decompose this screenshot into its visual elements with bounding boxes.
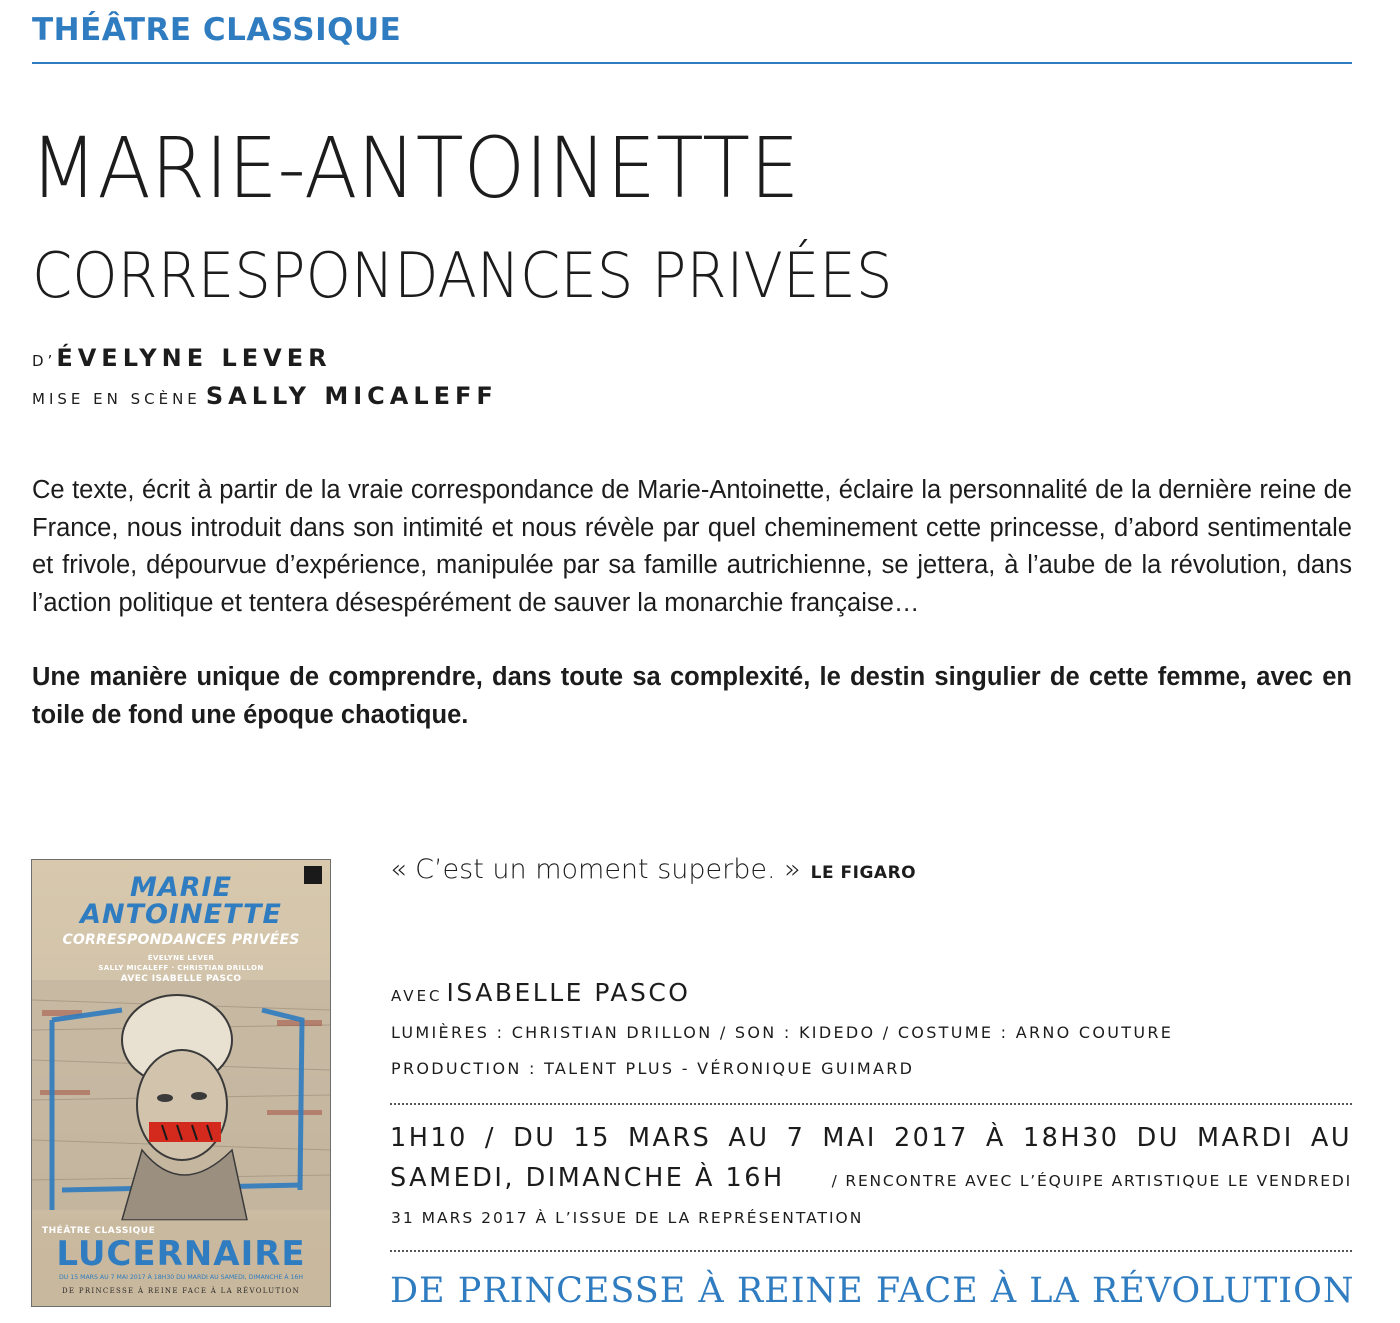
section-label: THÉÂTRE CLASSIQUE: [32, 12, 402, 48]
poster-title-line2: ANTOINETTE: [80, 899, 282, 930]
poster-tagline: DE PRINCESSE À REINE FACE À LA RÉVOLUTION: [62, 1287, 300, 1295]
cast-prefix: AVEC: [391, 987, 443, 1005]
description-highlight: Une manière unique de comprendre, dans toute sa complexité, le destin singulier de cette femme, avec en toile de fond une époque chaotique.: [32, 663, 1352, 729]
author-credit: [32, 344, 332, 372]
cast-credit: [391, 978, 690, 1007]
press-quote: [390, 854, 916, 885]
director-credit: [32, 382, 498, 410]
description-paragraph: Ce texte, écrit à partir de la vraie correspondance de Marie-Antoinette, éclaire la personnalité de la dernière reine de France, nous introduit dans son intimité et nous révèle par quel cheminement cette princesse, d’abord sentimentale et frivole, dépourvue d’expérience, manipulée par sa famille autrichienne, se jettera, à l’aube de la révolution, dans l’action politique et tentera désespérément de sauver la monarchie française…: [32, 476, 1352, 617]
poster-credit-line2: SALLY MICALEFF · CHRISTIAN DRILLON: [98, 964, 264, 972]
crew-credits: LUMIÈRES : CHRISTIAN DRILLON / SON : KIDEDO / COSTUME : ARNO COUTURE: [391, 1023, 1174, 1042]
section-divider: [32, 62, 1352, 64]
schedule-line2-main: SAMEDI, DIMANCHE À 16H: [390, 1163, 785, 1193]
page-title: MARIE-ANTOINETTE: [30, 119, 800, 217]
page-subtitle: CORRESPONDANCES PRIVÉES: [32, 239, 893, 312]
production-credit: PRODUCTION : TALENT PLUS - VÉRONIQUE GUIMARD: [391, 1059, 915, 1078]
quote-source: LE FIGARO: [810, 863, 917, 883]
cast-name: ISABELLE PASCO: [446, 978, 691, 1007]
dotted-divider: [390, 1103, 1352, 1105]
poster-credit-line3: AVEC ISABELLE PASCO: [120, 974, 242, 984]
director-prefix: MISE EN SCÈNE: [32, 390, 201, 408]
poster-venue: LUCERNAIRE: [56, 1234, 306, 1274]
poster-dates: DU 15 MARS AU 7 MAI 2017 À 18H30 DU MARDI AU SAMEDI, DIMANCHE À 16H: [59, 1274, 303, 1281]
poster-theatre-label: THÉÂTRE CLASSIQUE: [42, 1226, 156, 1236]
show-poster: [31, 859, 331, 1307]
poster-title-line1: MARIE: [129, 872, 233, 903]
tagline: DE PRINCESSE À REINE FACE À LA RÉVOLUTION: [390, 1271, 1355, 1311]
author-name: ÉVELYNE LEVER: [56, 344, 332, 372]
author-prefix: D’: [32, 352, 57, 370]
schedule-line3: 31 MARS 2017 À L’ISSUE DE LA REPRÉSENTATION: [391, 1209, 864, 1227]
poster-subtitle: CORRESPONDANCES PRIVÉES: [62, 932, 300, 948]
schedule-line1: 1H10 / DU 15 MARS AU 7 MAI 2017 À 18H30 DU MARDI AU: [390, 1123, 1352, 1153]
dotted-divider: [390, 1250, 1352, 1252]
schedule-line2-detail: / RENCONTRE AVEC L’ÉQUIPE ARTISTIQUE LE VENDREDI: [831, 1172, 1352, 1190]
director-name: SALLY MICALEFF: [205, 382, 498, 410]
quote-text: « C’est un moment superbe. »: [390, 854, 801, 885]
poster-credit-line1: ÉVELYNE LEVER: [147, 954, 215, 962]
schedule-line2: [390, 1163, 1352, 1193]
